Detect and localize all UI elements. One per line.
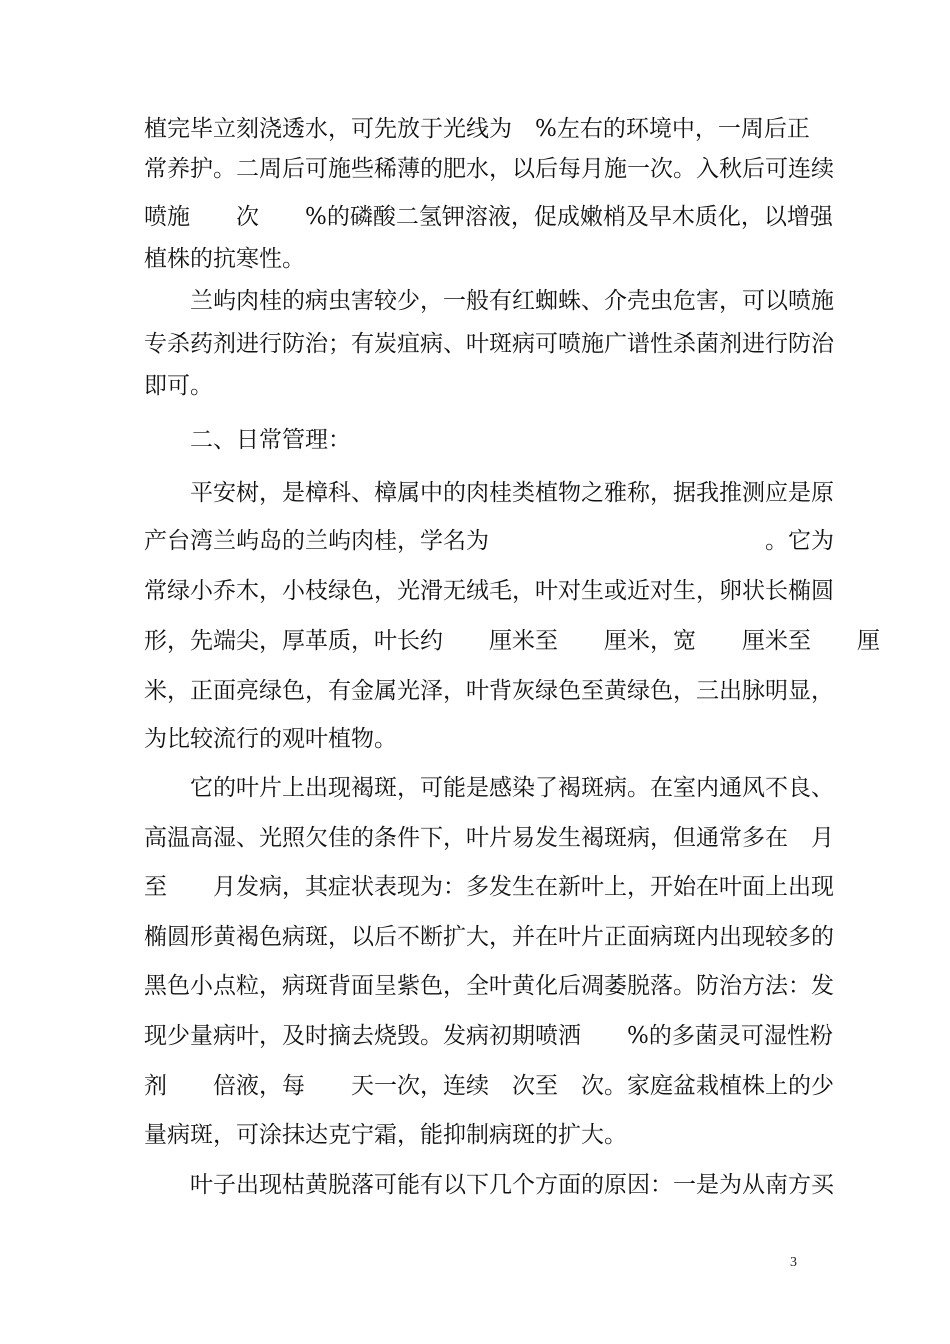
text-line: 产台湾兰屿岛的兰屿肉桂，学名为 。它为 — [144, 528, 834, 554]
text-line: 椭圆形黄褐色病斑，以后不断扩大，并在叶片正面病斑内出现较多的 — [144, 924, 834, 950]
text-line: 量病斑，可涂抹达克宁霜，能抑制病斑的扩大。 — [144, 1122, 627, 1148]
text-line: 米，正面亮绿色，有金属光泽，叶背灰绿色至黄绿色，三出脉明显， — [144, 678, 834, 704]
text-line: 常养护。二周后可施些稀薄的肥水，以后每月施一次。入秋后可连续 — [144, 156, 834, 182]
text-line: 黑色小点粒，病斑背面呈紫色，全叶黄化后凋萎脱落。防治方法：发 — [144, 973, 834, 999]
text-line: 形，先端尖，厚革质，叶长约 厘米至 厘米，宽 厘米至 厘 — [144, 628, 880, 654]
text-line: 高温高湿、光照欠佳的条件下，叶片易发生褐斑病，但通常多在 月 — [144, 825, 834, 851]
text-line: 为比较流行的观叶植物。 — [144, 726, 397, 752]
section-heading: 二、日常管理： — [190, 427, 351, 453]
text-line: 叶子出现枯黄脱落可能有以下几个方面的原因：一是为从南方买 — [190, 1172, 834, 1198]
text-line: 专杀药剂进行防治；有炭疽病、叶斑病可喷施广谱性杀菌剂进行防治 — [144, 331, 834, 357]
text-line: 至 月发病，其症状表现为：多发生在新叶上，开始在叶面上出现 — [144, 874, 834, 900]
text-line: 现少量病叶，及时摘去烧毁。发病初期喷洒 %的多菌灵可湿性粉 — [144, 1023, 833, 1049]
text-line: 即可。 — [144, 373, 213, 399]
text-line: 它的叶片上出现褐斑，可能是感染了褐斑病。在室内通风不良、 — [190, 775, 834, 801]
text-line: 常绿小乔木，小枝绿色，光滑无绒毛，叶对生或近对生，卵状长椭圆 — [144, 578, 834, 604]
text-line: 兰屿肉桂的病虫害较少，一般有红蜘蛛、介壳虫危害，可以喷施 — [190, 288, 834, 314]
text-line: 剂 倍液，每 天一次，连续 次至 次。家庭盆栽植株上的少 — [144, 1073, 834, 1099]
page-number: 3 — [790, 1255, 797, 1270]
text-line: 植株的抗寒性。 — [144, 246, 305, 272]
text-line: 平安树，是樟科、樟属中的肉桂类植物之雅称，据我推测应是原 — [190, 480, 834, 506]
text-line: 植完毕立刻浇透水，可先放于光线为 %左右的环境中，一周后正 — [144, 116, 810, 142]
text-line: 喷施 次 %的磷酸二氢钾溶液，促成嫩梢及早木质化，以增强 — [144, 204, 833, 230]
